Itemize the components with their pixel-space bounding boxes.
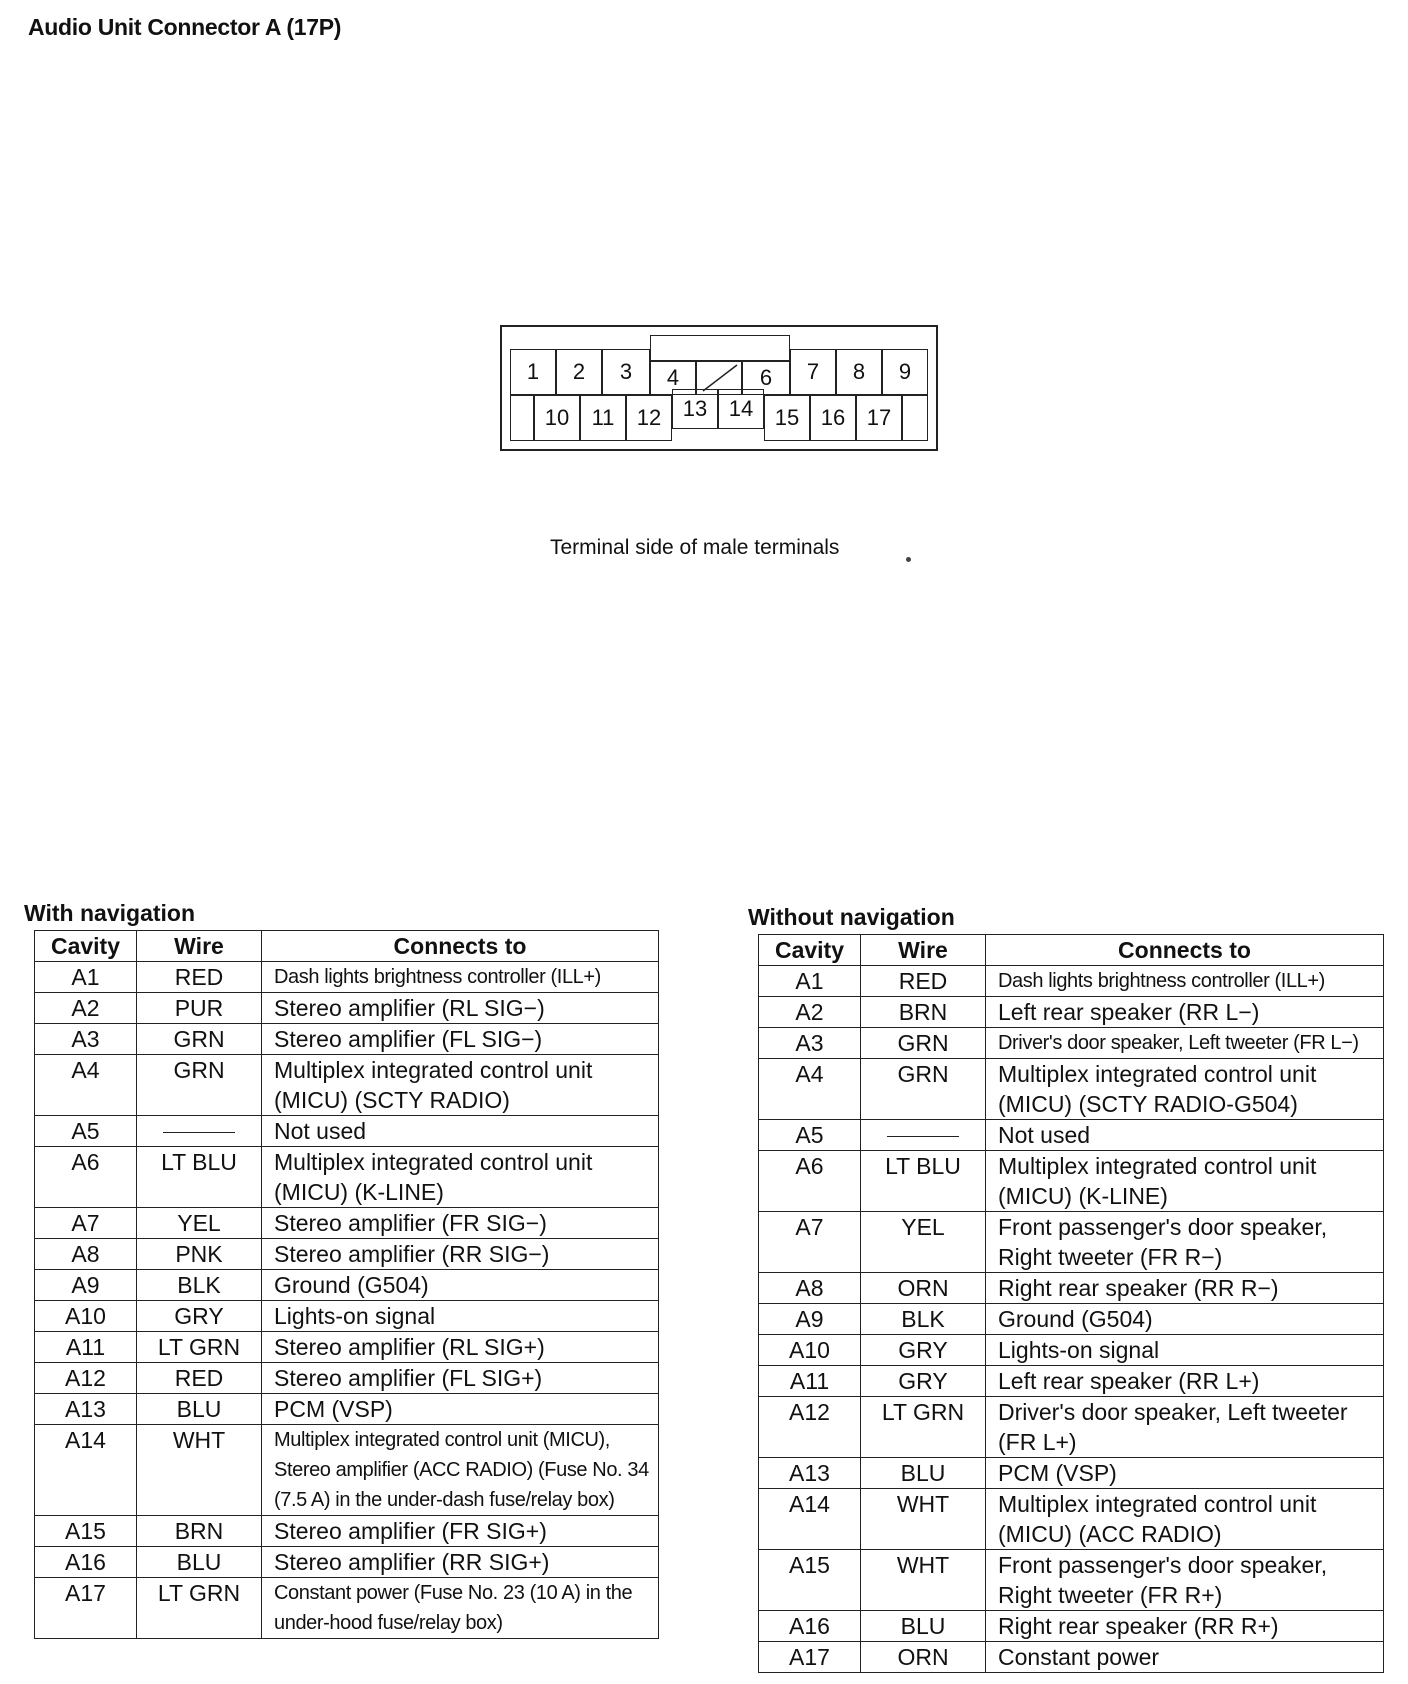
table-row: [759, 1489, 1384, 1550]
cavity-cell: A6: [35, 1147, 137, 1208]
cavity-cell: A5: [35, 1116, 137, 1147]
wire-cell: LT GRN: [137, 1332, 262, 1363]
wire-cell: RED: [137, 1363, 262, 1394]
scan-speck: [906, 557, 911, 562]
connects-to-cell: Stereo amplifier (RL SIG−): [262, 993, 659, 1024]
cavity-cell: A13: [759, 1458, 861, 1489]
table-row: [759, 1550, 1384, 1611]
wire-cell: BLU: [861, 1458, 986, 1489]
cavity-cell: A8: [35, 1239, 137, 1270]
table-row: [759, 1304, 1384, 1335]
cavity-header: Cavity: [35, 931, 137, 962]
wire-cell: GRY: [861, 1335, 986, 1366]
table-row: [35, 1516, 659, 1547]
without-navigation-title: Without navigation: [748, 904, 955, 930]
connects-to-cell: Stereo amplifier (RR SIG−): [262, 1239, 659, 1270]
table-row: [35, 1055, 659, 1116]
table-row: [35, 962, 659, 993]
table-row: [759, 997, 1384, 1028]
connects-to-cell: Front passenger's door speaker, Right tweeter (FR R−): [986, 1212, 1384, 1273]
cavity-cell: A7: [35, 1208, 137, 1239]
connects-to-cell: Multiplex integrated control unit (MICU), Stereo amplifier (ACC RADIO) (Fuse No. 34 (7.5 A) in the under-dash fuse/relay box): [262, 1425, 659, 1516]
wire-cell: YEL: [861, 1212, 986, 1273]
connects-to-cell: Driver's door speaker, Left tweeter (FR L+): [986, 1397, 1384, 1458]
connects-to-cell: Dash lights brightness controller (ILL+): [262, 962, 659, 993]
pin-13: 13: [672, 389, 718, 429]
wire-cell: LT GRN: [861, 1397, 986, 1458]
cavity-cell: A15: [759, 1550, 861, 1611]
pin-6: 6: [742, 361, 790, 395]
table-row: [35, 1270, 659, 1301]
wire-cell: BLU: [137, 1547, 262, 1578]
cavity-cell: A7: [759, 1212, 861, 1273]
cavity-cell: A12: [35, 1363, 137, 1394]
pin-2: 2: [556, 349, 602, 395]
table-row: [35, 1147, 659, 1208]
table-row: [759, 1366, 1384, 1397]
connector-diagram: [500, 325, 938, 451]
no-wire-dash: [163, 1132, 235, 1133]
wire-cell: WHT: [861, 1489, 986, 1550]
table-row: [759, 1120, 1384, 1151]
connects-to-cell: Not used: [262, 1116, 659, 1147]
wire-cell: GRN: [861, 1059, 986, 1120]
cavity-cell: A4: [35, 1055, 137, 1116]
pin-17: 17: [856, 395, 902, 441]
cavity-cell: A10: [759, 1335, 861, 1366]
wire-header: Wire: [137, 931, 262, 962]
pin-4: 4: [650, 361, 696, 395]
connects-to-cell: Right rear speaker (RR R−): [986, 1273, 1384, 1304]
table-row: [35, 1578, 659, 1639]
cavity-cell: A3: [759, 1028, 861, 1059]
no-wire-dash: [887, 1136, 959, 1137]
table-row: [759, 1397, 1384, 1458]
cavity-cell: A14: [35, 1425, 137, 1516]
wire-cell: YEL: [137, 1208, 262, 1239]
wire-cell: GRY: [861, 1366, 986, 1397]
connects-to-cell: Stereo amplifier (RR SIG+): [262, 1547, 659, 1578]
cavity-cell: A11: [759, 1366, 861, 1397]
page-title: Audio Unit Connector A (17P): [28, 14, 342, 40]
table-row: [35, 1208, 659, 1239]
connects-to-cell: PCM (VSP): [262, 1394, 659, 1425]
cavity-cell: A17: [759, 1642, 861, 1673]
connects-to-cell: Stereo amplifier (FL SIG+): [262, 1363, 659, 1394]
connector-edge-right: [902, 395, 928, 441]
table-row: [759, 966, 1384, 997]
cavity-cell: A2: [35, 993, 137, 1024]
pin-15: 15: [764, 395, 810, 441]
cavity-cell: A14: [759, 1489, 861, 1550]
wire-cell: LT BLU: [137, 1147, 262, 1208]
connects-to-header: Connects to: [262, 931, 659, 962]
cavity-cell: A6: [759, 1151, 861, 1212]
connector-edge-left: [510, 395, 534, 441]
connector-key-tab: [650, 335, 790, 361]
cavity-cell: A15: [35, 1516, 137, 1547]
connects-to-cell: Multiplex integrated control unit (MICU) (K-LINE): [986, 1151, 1384, 1212]
pin-10: 10: [534, 395, 580, 441]
table-row: [35, 1332, 659, 1363]
connects-to-cell: Driver's door speaker, Left tweeter (FR L−): [986, 1028, 1384, 1059]
wire-cell: GRY: [137, 1301, 262, 1332]
pin-9: 9: [882, 349, 928, 395]
cavity-cell: A5: [759, 1120, 861, 1151]
pin-1: 1: [510, 349, 556, 395]
cavity-cell: A2: [759, 997, 861, 1028]
table-row: [759, 1151, 1384, 1212]
connects-to-cell: Dash lights brightness controller (ILL+): [986, 966, 1384, 997]
cavity-cell: A1: [759, 966, 861, 997]
table-row: [35, 1239, 659, 1270]
connects-to-cell: Lights-on signal: [986, 1335, 1384, 1366]
wire-cell: [861, 1120, 986, 1151]
with-navigation-table: [34, 930, 659, 1639]
connects-to-cell: Left rear speaker (RR L+): [986, 1366, 1384, 1397]
connects-to-cell: Front passenger's door speaker, Right tweeter (FR R+): [986, 1550, 1384, 1611]
wire-cell: LT BLU: [861, 1151, 986, 1212]
connects-to-cell: Stereo amplifier (FR SIG+): [262, 1516, 659, 1547]
cavity-cell: A1: [35, 962, 137, 993]
pin-16: 16: [810, 395, 856, 441]
connects-to-cell: PCM (VSP): [986, 1458, 1384, 1489]
table-row: [35, 1024, 659, 1055]
table-row: [759, 1028, 1384, 1059]
cavity-cell: A4: [759, 1059, 861, 1120]
cavity-header: Cavity: [759, 935, 861, 966]
wire-cell: PNK: [137, 1239, 262, 1270]
connects-to-cell: Ground (G504): [262, 1270, 659, 1301]
connects-to-cell: Right rear speaker (RR R+): [986, 1611, 1384, 1642]
with-navigation-title: With navigation: [24, 900, 196, 926]
connects-to-cell: Not used: [986, 1120, 1384, 1151]
connects-to-header: Connects to: [986, 935, 1384, 966]
cavity-cell: A11: [35, 1332, 137, 1363]
table-header-row: [35, 931, 659, 962]
table-row: [759, 1273, 1384, 1304]
table-row: [35, 1394, 659, 1425]
table-row: [759, 1458, 1384, 1489]
wire-cell: BRN: [137, 1516, 262, 1547]
cavity-cell: A9: [35, 1270, 137, 1301]
connects-to-cell: Left rear speaker (RR L−): [986, 997, 1384, 1028]
wire-cell: BLK: [861, 1304, 986, 1335]
cavity-cell: A17: [35, 1578, 137, 1639]
connects-to-cell: Multiplex integrated control unit (MICU) (SCTY RADIO-G504): [986, 1059, 1384, 1120]
without-navigation-table: [758, 934, 1384, 1673]
wire-cell: BLU: [861, 1611, 986, 1642]
wire-cell: LT GRN: [137, 1578, 262, 1639]
connects-to-cell: Stereo amplifier (FR SIG−): [262, 1208, 659, 1239]
cavity-cell: A8: [759, 1273, 861, 1304]
table-row: [759, 1611, 1384, 1642]
table-row: [759, 1335, 1384, 1366]
cavity-cell: A9: [759, 1304, 861, 1335]
connects-to-cell: Lights-on signal: [262, 1301, 659, 1332]
wire-cell: RED: [861, 966, 986, 997]
wire-header: Wire: [861, 935, 986, 966]
cavity-cell: A13: [35, 1394, 137, 1425]
table-row: [35, 1301, 659, 1332]
connects-to-cell: Multiplex integrated control unit (MICU) (K-LINE): [262, 1147, 659, 1208]
wire-cell: GRN: [137, 1024, 262, 1055]
table-row: [35, 993, 659, 1024]
table-row: [759, 1642, 1384, 1673]
wire-cell: ORN: [861, 1273, 986, 1304]
connects-to-cell: Ground (G504): [986, 1304, 1384, 1335]
wire-cell: GRN: [861, 1028, 986, 1059]
connects-to-cell: Constant power (Fuse No. 23 (10 A) in the under-hood fuse/relay box): [262, 1578, 659, 1639]
pin-11: 11: [580, 395, 626, 441]
table-row: [35, 1547, 659, 1578]
connects-to-cell: Stereo amplifier (FL SIG−): [262, 1024, 659, 1055]
wire-cell: BRN: [861, 997, 986, 1028]
connects-to-cell: Multiplex integrated control unit (MICU) (SCTY RADIO): [262, 1055, 659, 1116]
pin-14: 14: [718, 389, 764, 429]
pin-12: 12: [626, 395, 672, 441]
cavity-cell: A10: [35, 1301, 137, 1332]
wire-cell: BLK: [137, 1270, 262, 1301]
wire-cell: [137, 1116, 262, 1147]
wire-cell: BLU: [137, 1394, 262, 1425]
pin-3: 3: [602, 349, 650, 395]
cavity-cell: A16: [759, 1611, 861, 1642]
cavity-cell: A16: [35, 1547, 137, 1578]
connector-caption: Terminal side of male terminals: [550, 536, 840, 559]
cavity-cell: A12: [759, 1397, 861, 1458]
table-row: [35, 1116, 659, 1147]
without-navigation-rows: [759, 966, 1384, 1673]
cavity-cell: A3: [35, 1024, 137, 1055]
wire-cell: ORN: [861, 1642, 986, 1673]
connects-to-cell: Stereo amplifier (RL SIG+): [262, 1332, 659, 1363]
pin-7: 7: [790, 349, 836, 395]
table-header-row: [759, 935, 1384, 966]
table-row: [35, 1425, 659, 1516]
with-navigation-rows: [35, 962, 659, 1639]
wire-cell: GRN: [137, 1055, 262, 1116]
table-row: [759, 1212, 1384, 1273]
table-row: [35, 1363, 659, 1394]
connects-to-cell: Multiplex integrated control unit (MICU) (ACC RADIO): [986, 1489, 1384, 1550]
wire-cell: PUR: [137, 993, 262, 1024]
wire-cell: WHT: [861, 1550, 986, 1611]
table-row: [759, 1059, 1384, 1120]
connects-to-cell: Constant power: [986, 1642, 1384, 1673]
pin-8: 8: [836, 349, 882, 395]
wire-cell: WHT: [137, 1425, 262, 1516]
wire-cell: RED: [137, 962, 262, 993]
